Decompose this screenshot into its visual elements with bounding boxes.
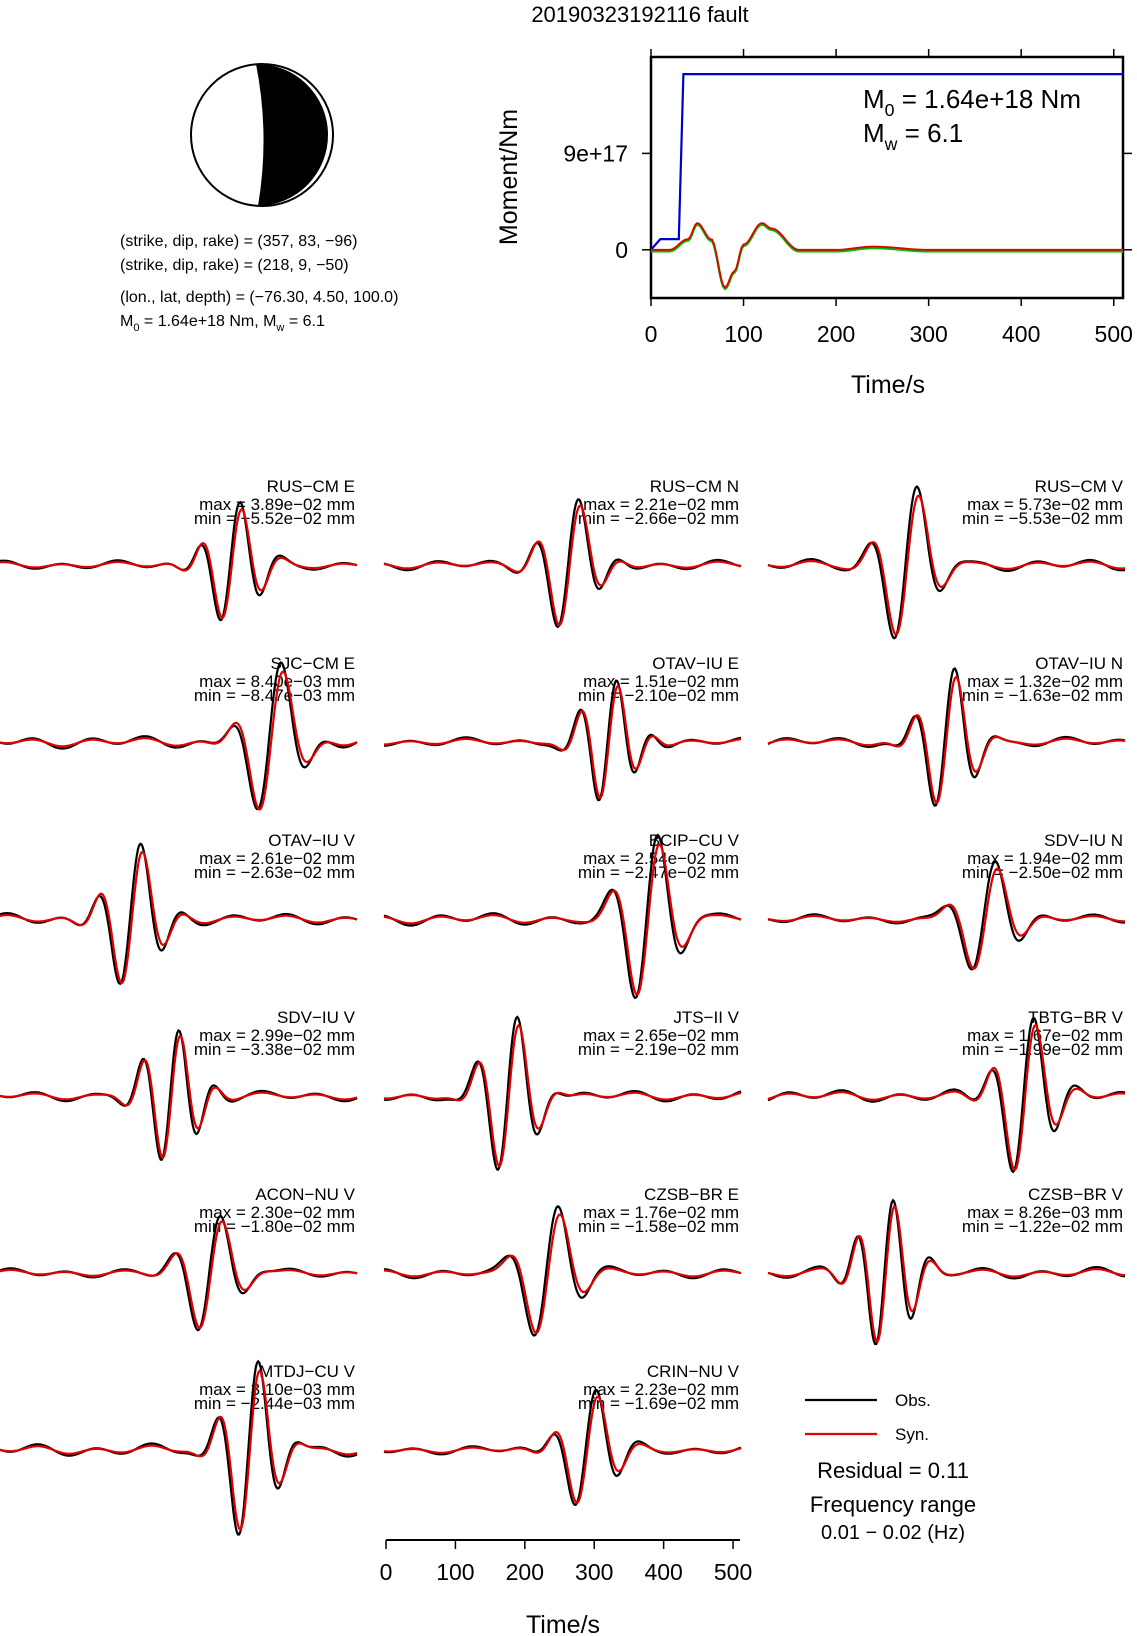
moment-xtick-label: 400 (1002, 321, 1041, 347)
figure-title: 20190323192116 fault (531, 2, 749, 27)
station-max: max = 1.94e−02 mm (967, 849, 1123, 868)
station-label: JTS−II V (673, 1008, 739, 1027)
station-min: min = −2.50e−02 mm (961, 863, 1123, 882)
station-label: SDV−IU V (277, 1008, 355, 1027)
station-max: max = 1.76e−02 mm (583, 1203, 739, 1222)
station-max: max = 8.26e−03 mm (967, 1203, 1123, 1222)
station-min: min = −2.66e−02 mm (577, 509, 739, 528)
station-max: max = 2.23e−02 mm (583, 1380, 739, 1399)
moment-xtick-label: 500 (1094, 321, 1133, 347)
beachball-compressional-quadrant (256, 64, 328, 206)
moment-magnitude-summary: $M_0 = 1.64e+18$ Nm, $M_w = 6.1$ (120, 313, 325, 334)
station-label: SDV−IU N (1044, 831, 1123, 850)
synthetic-waveform (0, 1222, 357, 1328)
synthetic-waveform (768, 869, 1125, 969)
station-max: max = 8.40e−03 mm (199, 672, 355, 691)
station-min: min = −1.58e−02 mm (577, 1217, 739, 1236)
station-min: min = −1.63e−02 mm (961, 686, 1123, 705)
moment-ytick-label: 0 (615, 236, 628, 263)
station-max: max = 2.21e−02 mm (583, 495, 739, 514)
station-label: SJC−CM E (270, 654, 355, 673)
station-max: max = 2.30e−02 mm (199, 1203, 355, 1222)
moment-annot-m0: $M_0 = 1.64e+18$ Nm (863, 84, 1081, 120)
moment-ylabel: Moment/Nm (495, 108, 523, 246)
station-label: BCIP−CU V (648, 831, 739, 850)
station-max: max = 5.73e−02 mm (967, 495, 1123, 514)
station-max: max = 1.32e−02 mm (967, 672, 1123, 691)
strike-dip-rake-2: (strike, dip, rake) = (218, 9, −50) (120, 257, 349, 274)
legend-syn-label: Syn. (895, 1425, 930, 1444)
station-min: min = −5.52e−02 mm (193, 509, 355, 528)
station-min: min = −8.47e−03 mm (193, 686, 355, 705)
station-label: RUS−CM E (266, 477, 355, 496)
station-label: MTDJ−CU V (259, 1362, 355, 1381)
moment-xtick-label: 100 (724, 321, 763, 347)
frequency-range-value: 0.01 − 0.02 (Hz) (821, 1522, 965, 1544)
station-label: CZSB−BR V (1028, 1185, 1123, 1204)
station-max: max = 2.65e−02 mm (583, 1026, 739, 1045)
station-label: RUS−CM N (649, 477, 739, 496)
station-label: CRIN−NU V (646, 1362, 739, 1381)
bottom-axis-tick-label: 500 (713, 1559, 753, 1585)
moment-xtick-label: 200 (816, 321, 856, 347)
station-min: min = −1.99e−02 mm (961, 1040, 1123, 1059)
station-min: min = −1.22e−02 mm (961, 1217, 1123, 1236)
moment-xtick-label: 300 (909, 321, 948, 347)
station-max: max = 2.54e−02 mm (583, 849, 739, 868)
bottom-axis-xlabel: Time/s (525, 1611, 601, 1636)
station-label: ACON−NU V (255, 1185, 355, 1204)
station-min: min = −2.47e−02 mm (577, 863, 739, 882)
legend-obs-label: Obs. (895, 1391, 931, 1410)
bottom-axis-tick-label: 0 (379, 1559, 393, 1585)
strike-dip-rake-1: (strike, dip, rake) = (357, 83, −96) (120, 233, 358, 250)
station-max: max = 2.61e−02 mm (199, 849, 355, 868)
bottom-axis-tick-label: 300 (575, 1559, 614, 1585)
station-min: min = −2.44e−03 mm (193, 1394, 355, 1413)
moment-ytick-label: 9e+17 (563, 140, 628, 167)
station-label: OTAV−IU E (652, 654, 739, 673)
station-max: max = 3.89e−02 mm (199, 495, 355, 514)
station-min: min = −3.38e−02 mm (193, 1040, 355, 1059)
station-min: min = −1.80e−02 mm (193, 1217, 355, 1236)
bottom-axis-tick-label: 200 (505, 1559, 545, 1585)
station-min: min = −1.69e−02 mm (577, 1394, 739, 1413)
bottom-axis-tick-label: 400 (644, 1559, 683, 1585)
station-min: min = −2.10e−02 mm (577, 686, 739, 705)
station-label: CZSB−BR E (644, 1185, 739, 1204)
station-label: OTAV−IU V (268, 831, 355, 850)
frequency-range-title: Frequency range (809, 1492, 977, 1517)
station-max: max = 1.51e−02 mm (583, 672, 739, 691)
station-min: min = −2.63e−02 mm (193, 863, 355, 882)
station-label: OTAV−IU N (1035, 654, 1123, 673)
residual-text: Residual = 0.11 (817, 1458, 969, 1483)
station-max: max = 2.99e−02 mm (199, 1026, 355, 1045)
lon-lat-depth: (lon., lat, depth) = (−76.30, 4.50, 100.0) (120, 289, 399, 306)
station-min: min = −2.19e−02 mm (577, 1040, 739, 1059)
station-max: max = 1.67e−02 mm (967, 1026, 1123, 1045)
moment-rate-red-line (651, 223, 1123, 287)
station-min: min = −5.53e−02 mm (961, 509, 1123, 528)
station-label: TBTG−BR V (1028, 1008, 1123, 1027)
bottom-axis-tick-label: 100 (436, 1559, 475, 1585)
station-max: max = 3.10e−03 mm (199, 1380, 355, 1399)
moment-xtick-label: 0 (644, 321, 658, 347)
moment-xlabel: Time/s (850, 371, 926, 399)
moment-annot-mw: $M_w = 6.1$ (863, 118, 964, 154)
station-label: RUS−CM V (1034, 477, 1123, 496)
